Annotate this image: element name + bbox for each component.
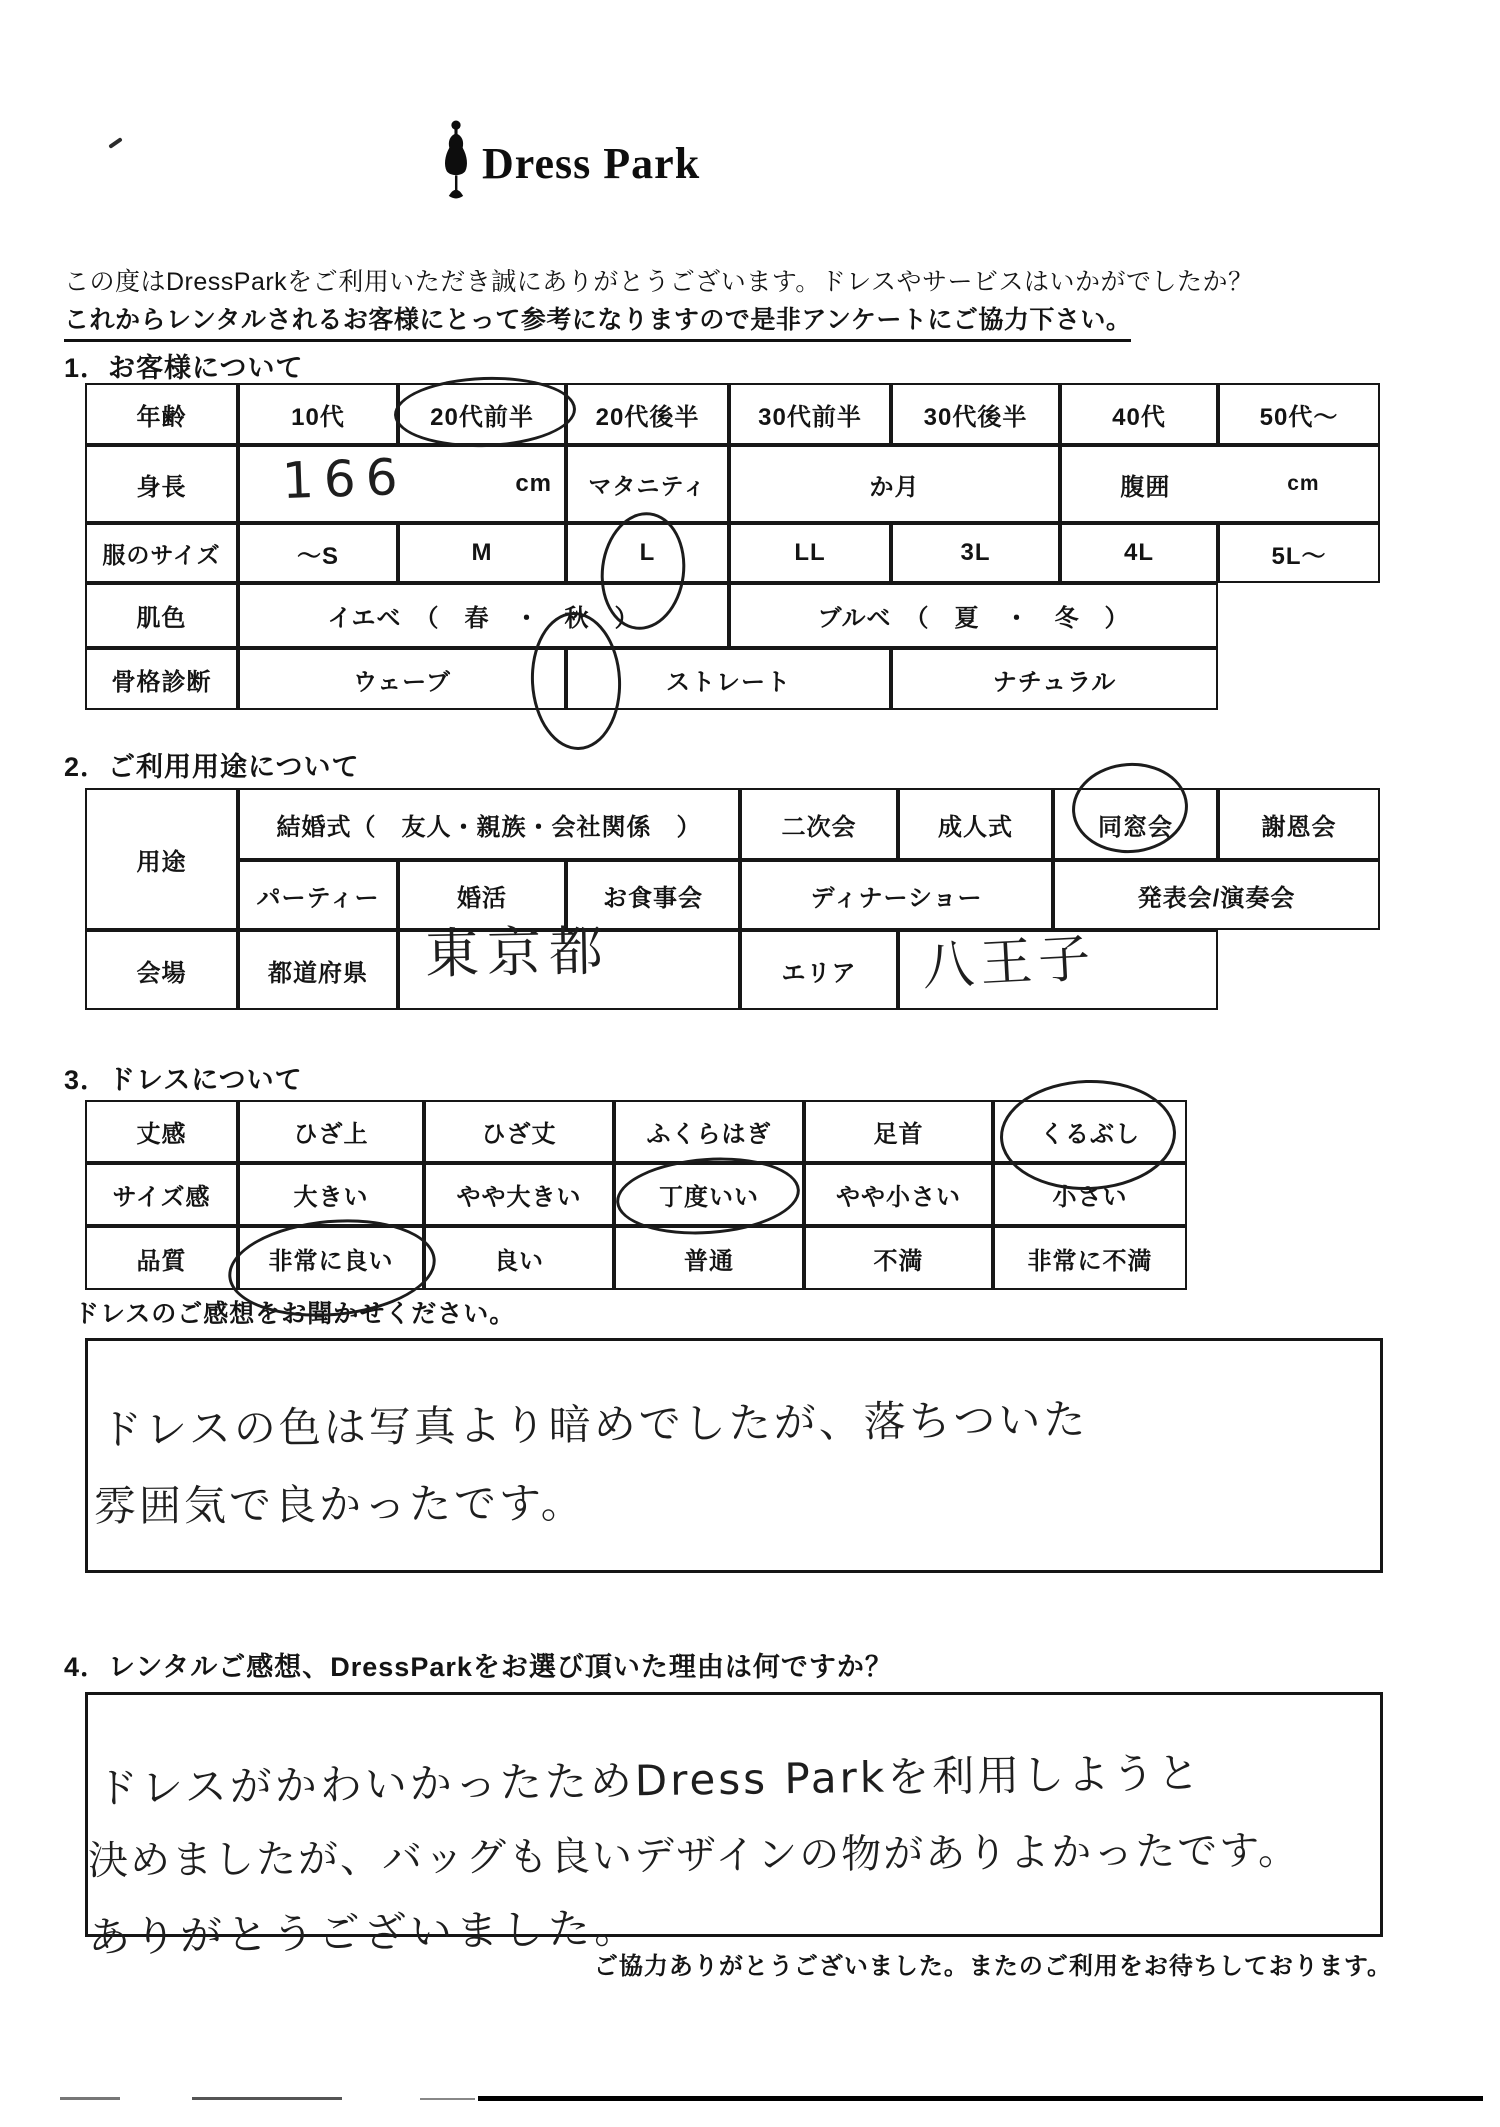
fit-option-slightly-small: やや小さい <box>804 1163 993 1226</box>
scan-line-artifact <box>420 2098 475 2100</box>
purpose-option-konkatsu: 婚活 <box>398 860 566 930</box>
length-option-anklebone: くるぶし <box>993 1100 1187 1163</box>
footer-thanks: ご協力ありがとうございました。またのご利用をお待ちしております。 <box>593 1953 1392 1980</box>
purpose-option-afterparty: 二次会 <box>740 788 898 860</box>
prefecture-label: 都道府県 <box>238 930 398 1010</box>
purpose-option-party: パーティー <box>238 860 398 930</box>
waist-unit: cm <box>1287 472 1320 495</box>
fit-option-big: 大きい <box>238 1163 424 1226</box>
quality-option-very-good: 非常に良い <box>238 1226 424 1290</box>
fit-row-label: サイズ感 <box>85 1163 238 1226</box>
size-option-s: ～S <box>238 523 398 583</box>
quality-option-unsatisfied: 不満 <box>804 1226 993 1290</box>
scan-line-artifact <box>192 2097 342 2100</box>
purpose-row-label: 用途 <box>85 788 238 930</box>
section3-title: 3．ドレスについて <box>64 1065 303 1095</box>
scan-line-artifact <box>60 2097 120 2100</box>
skin-option-blue-base: ブルベ （ 夏 ・ 冬 ） <box>729 583 1218 648</box>
section2-title: 2．ご利用用途について <box>64 752 360 782</box>
length-option-ankle: 足首 <box>804 1100 993 1163</box>
age-option-late30s: 30代後半 <box>891 383 1060 445</box>
age-option-50s: 50代～ <box>1218 383 1380 445</box>
purpose-option-recital: 発表会/演奏会 <box>1053 860 1380 930</box>
frame-row-label: 骨格診断 <box>85 648 238 710</box>
usage-table <box>85 788 1380 1010</box>
venue-row-label: 会場 <box>85 930 238 1010</box>
purpose-option-dinner-show: ディナーショー <box>740 860 1053 930</box>
dress-comment-prompt: ドレスのご感想をお聞かせください。 <box>74 1300 516 1328</box>
age-option-10s: 10代 <box>238 383 398 445</box>
purpose-option-wedding: 結婚式（ 友人・親族・会社関係 ） <box>238 788 740 860</box>
dress-comment-box <box>85 1338 1383 1573</box>
length-option-above-knee: ひざ上 <box>238 1100 424 1163</box>
quality-option-good: 良い <box>424 1226 614 1290</box>
purpose-option-reunion: 同窓会 <box>1053 788 1218 860</box>
handwritten-dress-comment-line2: 雰囲気で良かったです。 <box>93 1478 586 1531</box>
size-option-l: L <box>566 523 729 583</box>
age-option-early20s: 20代前半 <box>398 383 566 445</box>
skin-option-yellow-base: イエベ （ 春 ・ 秋 ） <box>238 583 729 648</box>
intro-request-line: これからレンタルされるお客様にとって参考になりますので是非アンケートにご協力下さい。 <box>64 300 1131 342</box>
length-option-knee: ひざ丈 <box>424 1100 614 1163</box>
waist-label: 腹囲 <box>1120 473 1171 501</box>
quality-row-label: 品質 <box>85 1226 238 1290</box>
fit-option-slightly-big: やや大きい <box>424 1163 614 1226</box>
intro-thanks-line: この度はDressParkをご利用いただき誠にありがとうございます。ドレスやサービスはいかがでしたか？ <box>64 268 1254 296</box>
frame-option-straight: ストレート <box>566 648 891 710</box>
skin-row-label: 肌色 <box>85 583 238 648</box>
age-option-late20s: 20代後半 <box>566 383 729 445</box>
size-option-ll: LL <box>729 523 891 583</box>
dress-form-icon <box>438 120 474 200</box>
fit-option-just-right: 丁度いい <box>614 1163 804 1226</box>
age-option-40s: 40代 <box>1060 383 1218 445</box>
handwritten-dress-comment-line1: ドレスの色は写真より暗めでしたが、落ちついた <box>99 1394 1089 1455</box>
handwritten-area: 八王子 <box>920 928 1098 998</box>
handwritten-rental-comment-line1: ドレスがかわいかったためDress Parkを利用しようと <box>95 1748 1203 1813</box>
section1-title: 1．お客様について <box>64 353 304 383</box>
length-option-calf: ふくらはぎ <box>614 1100 804 1163</box>
age-option-early30s: 30代前半 <box>729 383 891 445</box>
purpose-option-coming-of-age: 成人式 <box>898 788 1053 860</box>
pen-mark-artifact <box>108 137 123 149</box>
scan-line-artifact <box>478 2096 1483 2101</box>
quality-option-normal: 普通 <box>614 1226 804 1290</box>
height-unit: cm <box>515 470 552 497</box>
purpose-option-dinner-meet: お食事会 <box>566 860 740 930</box>
brand-logo <box>438 120 700 200</box>
size-option-3l: 3L <box>891 523 1060 583</box>
rental-comment-box <box>85 1692 1383 1937</box>
handwritten-rental-comment-line2: 決めましたが、バッグも良いデザインの物がありよかったです。 <box>87 1827 1301 1885</box>
size-row-label: 服のサイズ <box>85 523 238 583</box>
section4-title: 4．レンタルご感想、DressParkをお選び頂いた理由は何ですか？ <box>64 1652 893 1682</box>
frame-option-natural: ナチュラル <box>891 648 1218 710</box>
size-option-m: M <box>398 523 566 583</box>
waist-cell <box>1060 445 1380 523</box>
height-row-label: 身長 <box>85 445 238 523</box>
area-label: エリア <box>740 930 898 1010</box>
maternity-label: マタニティ <box>566 445 729 523</box>
age-row-label: 年齢 <box>85 383 238 445</box>
months-label: か月 <box>869 473 920 501</box>
length-row-label: 丈感 <box>85 1100 238 1163</box>
size-option-5l: 5L～ <box>1218 523 1380 583</box>
purpose-option-thanks-party: 謝恩会 <box>1218 788 1380 860</box>
handwritten-prefecture: 東京都 <box>424 919 612 986</box>
customer-table <box>85 383 1380 710</box>
maternity-months-cell <box>729 445 1060 523</box>
fit-option-small: 小さい <box>993 1163 1187 1226</box>
size-option-4l: 4L <box>1060 523 1218 583</box>
frame-option-wave: ウェーブ <box>238 648 566 710</box>
brand-name: Dress Park <box>482 139 701 188</box>
handwritten-rental-comment-line3: ありがとうございました。 <box>87 1903 641 1962</box>
quality-option-very-unsatisfied: 非常に不満 <box>993 1226 1187 1290</box>
handwritten-height-value: 166 <box>281 447 409 511</box>
